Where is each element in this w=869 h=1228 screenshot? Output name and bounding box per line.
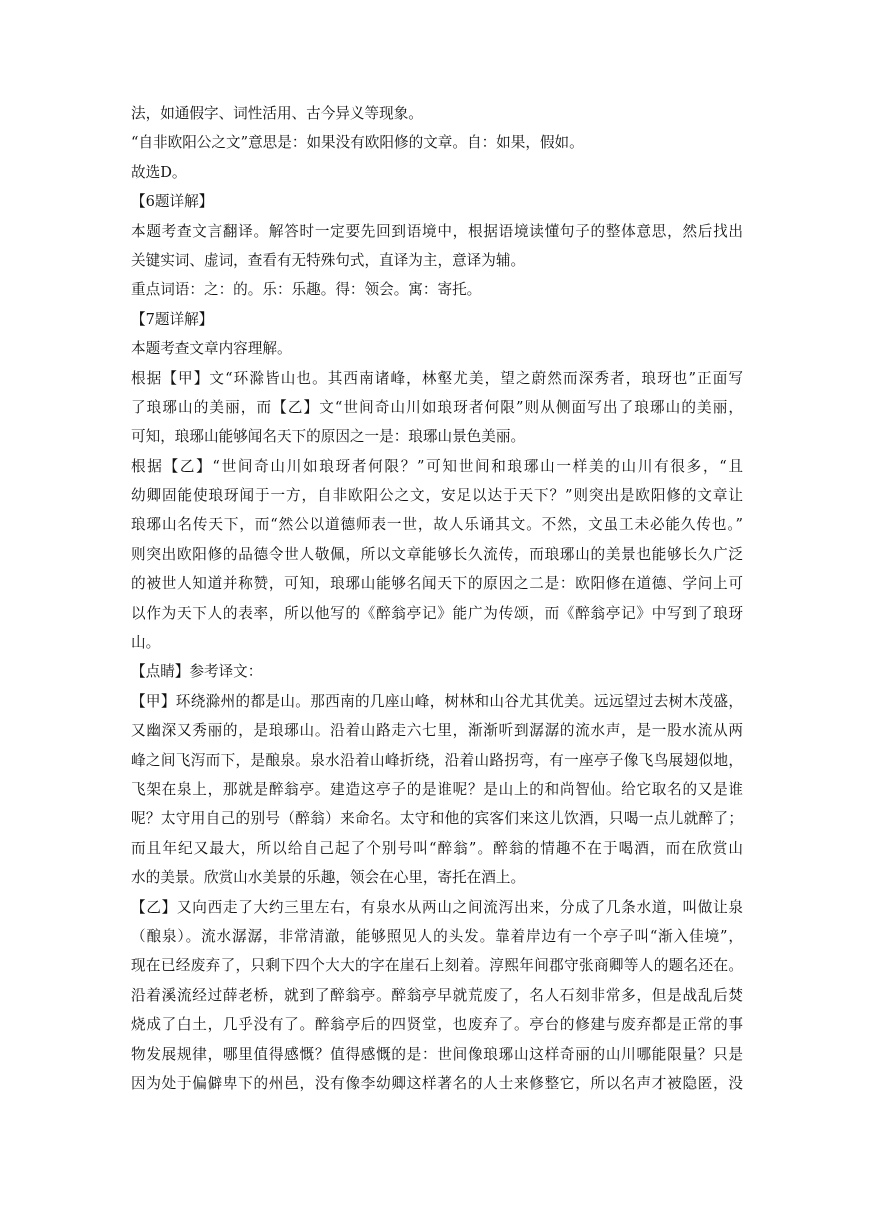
- section-heading: 【6题详解】: [131, 193, 214, 211]
- text-line: 【乙】又向西走了大约三里左右，有泉水从两山之间流泻出来，分成了几条水道，叫做让泉: [131, 898, 743, 916]
- document-body: [131, 99, 743, 1098]
- text-line: 因为处于偏僻卑下的州邑，没有像李幼卿这样著名的人士来修整它，所以名声才被隐匿，没: [131, 1074, 743, 1092]
- text-line: 了琅琊山的美丽，而【乙】文“世间奇山川如琅玡者何限”则从侧面写出了琅琊山的美丽，: [131, 398, 743, 416]
- section-heading: 【点睛】参考译文：: [131, 663, 263, 681]
- text-line: 又幽深又秀丽的，是琅琊山。沿着山路走六七里，渐渐听到潺潺的流水声，是一股水流从两: [131, 722, 743, 740]
- text-line: 故选D。: [131, 163, 187, 181]
- text-line: 关键实词、虚词，查看有无特殊句式，直译为主，意译为辅。: [131, 251, 526, 269]
- text-line: 物发展规律，哪里值得感慨？值得感慨的是：世间像琅琊山这样奇丽的山川哪能限量？只是: [131, 1045, 743, 1063]
- text-line: 烧成了白土，几乎没有了。醉翁亭后的四贤堂，也废弃了。亭台的修建与废弃都是正常的事: [131, 1016, 743, 1034]
- text-line: 本题考查文章内容理解。: [131, 340, 292, 358]
- text-line: 则突出欧阳修的品德令世人敬佩，所以文章能够长久流传，而琅琊山的美景也能够长久广泛: [131, 545, 743, 563]
- text-line: 琅琊山名传天下，而“然公以道德师表一世，故人乐诵其文。不然，文虽工未必能久传也。”: [131, 516, 743, 534]
- text-line: 呢？太守用自己的别号（醉翁）来命名。太守和他的宾客们来这儿饮酒，只喝一点儿就醉了；: [131, 810, 743, 828]
- text-line: 峰之间飞泻而下，是酿泉。泉水沿着山峰折绕，沿着山路拐弯，有一座亭子像飞鸟展翅似地，: [131, 751, 743, 769]
- text-line: 根据【乙】“世间奇山川如琅玡者何限？”可知世间和琅琊山一样美的山川有很多，“且: [131, 457, 743, 475]
- text-line: 法，如通假字、词性活用、古今异义等现象。: [131, 105, 423, 122]
- text-line: “自非欧阳公之文”意思是：如果没有欧阳修的文章。自：如果，假如。: [131, 134, 584, 152]
- text-line: 水的美景。欣赏山水美景的乐趣，领会在心里，寄托在酒上。: [131, 869, 526, 887]
- text-line: 本题考查文言翻译。解答时一定要先回到语境中，根据语境读懂句子的整体意思，然后找出: [131, 222, 743, 240]
- text-line: （酿泉）。流水潺潺，非常清澈，能够照见人的头发。靠着岸边有一个亭子叫“渐入佳境”，: [131, 927, 743, 945]
- text-line: 根据【甲】文“环滁皆山也。其西南诸峰，林壑尤美，望之蔚然而深秀者，琅玡也”正面写: [131, 369, 743, 387]
- text-line: 幼卿固能使琅玡闻于一方，自非欧阳公之文，安足以达于天下？”则突出是欧阳修的文章让: [131, 487, 743, 505]
- text-line: 的被世人知道并称赞，可知，琅琊山能够名闻天下的原因之二是：欧阳修在道德、学问上可: [131, 575, 743, 593]
- text-line: 山。: [131, 634, 161, 652]
- text-line: 飞架在泉上，那就是醉翁亭。建造这亭子的是谁呢？是山上的和尚智仙。给它取名的又是谁: [131, 780, 743, 798]
- text-line: 现在已经废弃了，只剩下四个大大的字在崖石上刻着。淳熙年间郡守张商卿等人的题名还在。: [131, 957, 743, 975]
- text-line: 【甲】环绕滁州的都是山。那西南的几座山峰，树林和山谷尤其优美。远远望过去树木茂盛，: [131, 692, 743, 710]
- text-line: 沿着溪流经过薛老桥，就到了醉翁亭。醉翁亭早就荒废了，名人石刻非常多，但是战乱后焚: [131, 986, 743, 1004]
- section-heading: 【7题详解】: [131, 310, 214, 328]
- text-line: 而且年纪又最大，所以给自己起了个别号叫“醉翁”。醉翁的情趣不在于喝酒，而在欣赏山: [131, 839, 743, 857]
- text-line: 以作为天下人的表率，所以他写的《醉翁亭记》能广为传颂，而《醉翁亭记》中写到了琅玡: [131, 604, 743, 622]
- text-line: 重点词语：之：的。乐：乐趣。得：领会。寓：寄托。: [131, 281, 482, 299]
- text-line: 可知，琅琊山能够闻名天下的原因之一是：琅琊山景色美丽。: [131, 428, 526, 446]
